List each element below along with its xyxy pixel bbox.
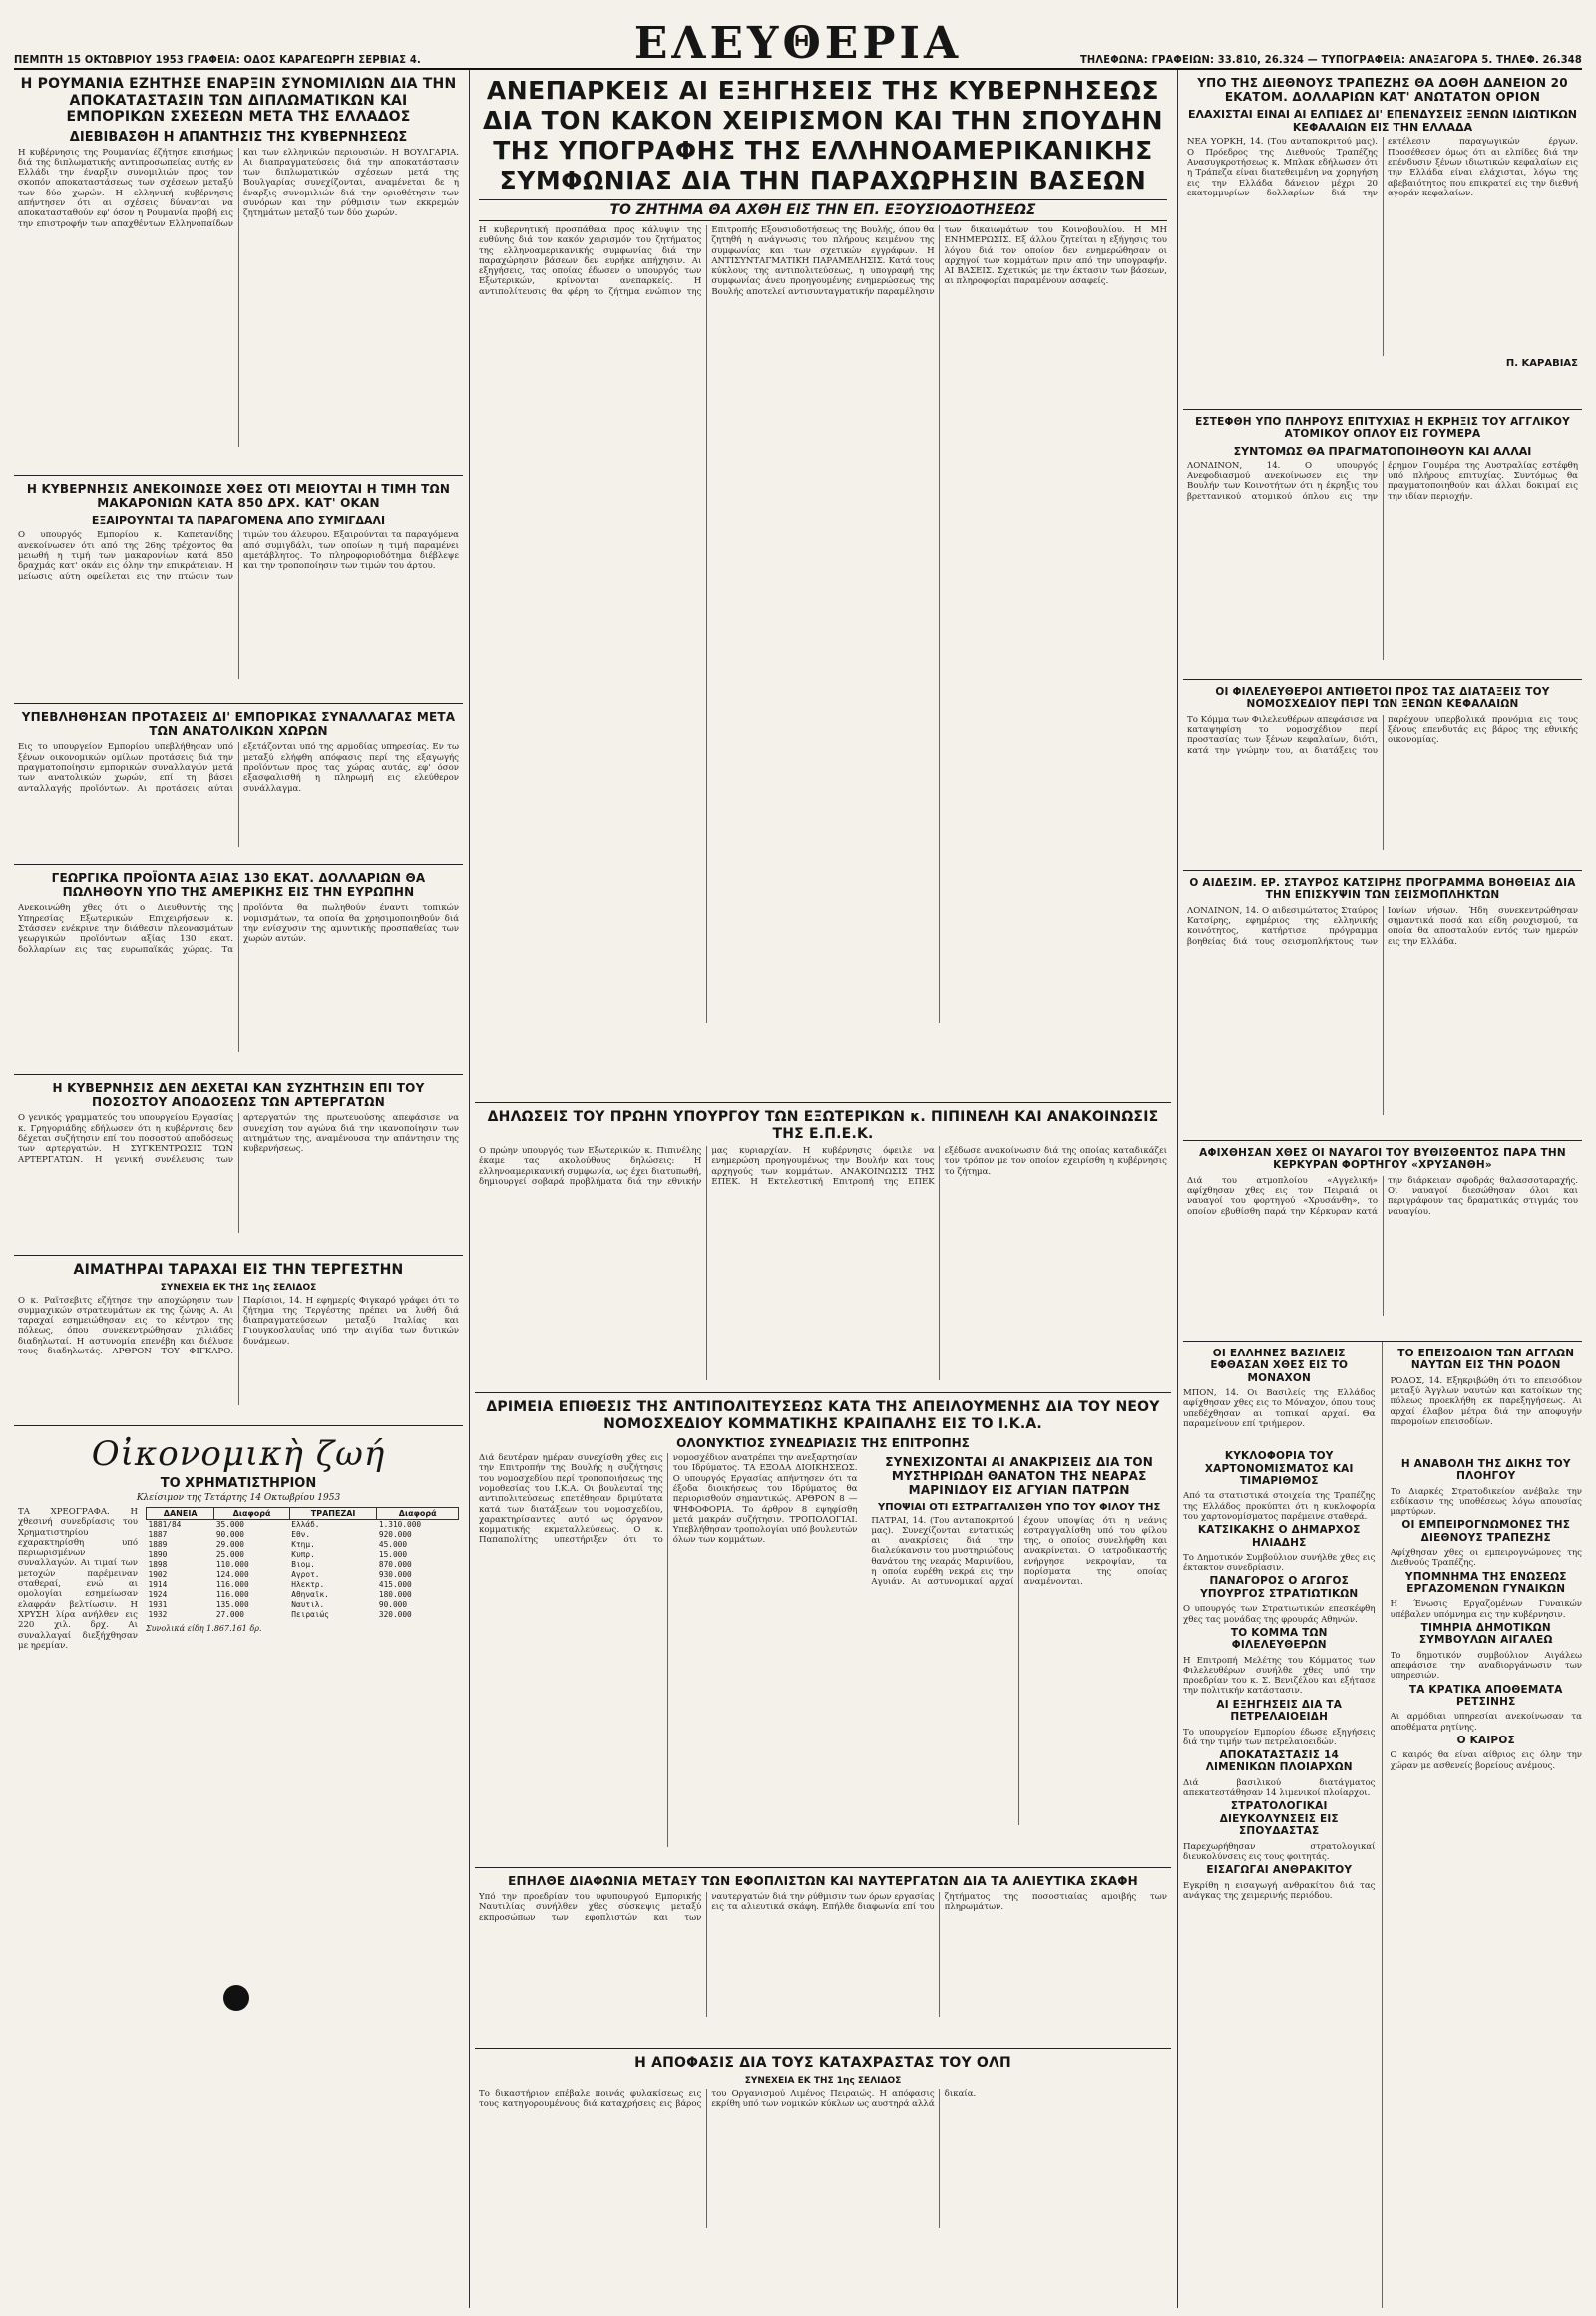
column-rule	[469, 70, 470, 2308]
brief-head: ΑΠΟΚΑΤΑΣΤΑΣΙΣ 14 ΛΙΜΕΝΙΚΩΝ ΠΛΟΙΑΡΧΩΝ	[1205, 1749, 1353, 1774]
brief-text: Παρεχωρήθησαν στρατολογικαί διευκολύνσεις εις τους φοιτητάς.	[1183, 1841, 1376, 1862]
brief-text: Το υπουργείον Εμπορίου έδωσε εξηγήσεις διά την τιμήν των πετρελαιοειδών.	[1183, 1727, 1376, 1747]
cell: 1890	[148, 1550, 168, 1559]
body-atomic: ΛΟΝΔΙΝΟΝ, 14. Ο υπουργός Ανεφοδιασμού ανεκοίνωσεν εις την Βουλήν των Κοινοτήτων ότι η έκρηξις του βρεττανικού ατομικού όπλου εις την έρημον Γουμέρα της Αυστραλίας εστέφθη υπό πλήρους επιτυχίας. Συντόμως θα πραγματοποιηθούν και άλλαι δοκιμαί εις την ιδίαν περιοχήν.	[1187, 460, 1578, 502]
headline-loan: ΥΠΟ ΤΗΣ ΔΙΕΘΝΟΥΣ ΤΡΑΠΕΖΗΣ ΘΑ ΔΟΘΗ ΔΑΝΕΙΟΝ 20 ΕΚΑΤΟΜ. ΔΟΛΛΑΡΙΩΝ ΚΑΤ' ΑΝΩΤΑΤΟΝ ΟΡΙΟΝ	[1197, 76, 1568, 105]
body-trade: Εις το υπουργείον Εμπορίου υπεβλήθησαν υπό ξένων οικονομικών ομίλων προτάσεις διά την πραγματοποίησιν εμπορικών συναλλαγών μετά των ανατολικών χωρών, επί τη βάσει ανταλλαγής προϊόντων. Αι προτάσεις αύται εξετάζονται υπό της αρμοδίας υπηρεσίας. Εν τω μεταξύ ελήφθη απόφασις περί της εξαγωγής προϊόντων προς τας χώρας αυτάς, εφ' όσον εξασφαλισθή η πληρωμή εις ελεύθερον συνάλλαγμα.	[18, 742, 459, 794]
stock-exchange-title: ΤΟ ΧΡΗΜΑΤΙΣΤΗΡΙΟΝ	[160, 1476, 317, 1491]
headline-trade: ΥΠΕΒΛΗΘΗΣΑΝ ΠΡΟΤΑΣΕΙΣ ΔΙ' ΕΜΠΟΡΙΚΑΣ ΣΥΝΑΛΛΑΓΑΣ ΜΕΤΑ ΤΩΝ ΑΝΑΤΟΛΙΚΩΝ ΧΩΡΩΝ	[21, 710, 456, 739]
weather-head: Ο ΚΑΙΡΟΣ	[1456, 1735, 1515, 1747]
ink-stain	[223, 1985, 249, 2011]
headline-pipinelis: ΔΗΛΩΣΕΙΣ ΤΟΥ ΠΡΩΗΝ ΥΠΟΥΡΓΟΥ ΤΩΝ ΕΞΩΤΕΡΙΚΩΝ κ. ΠΙΠΙΝΕΛΗ ΚΑΙ ΑΝΑΚΟΙΝΩΣΙΣ ΤΗΣ Ε.Π.Ε.Κ.	[487, 1109, 1159, 1142]
article-macaroni	[14, 476, 463, 704]
cell: 920.000	[378, 1530, 412, 1539]
headline-ika: ΔΡΙΜΕΙΑ ΕΠΙΘΕΣΙΣ ΤΗΣ ΑΝΤΙΠΟΛΙΤΕΥΣΕΩΣ ΚΑΤΑ ΤΗΣ ΑΠΕΙΛΟΥΜΕΝΗΣ ΔΙΑ ΤΟΥ ΝΕΟΥ ΝΟΜΟΣΧΕΔΙΟΥ ΚΟΜΜΑΤΙΚΗΣ ΚΡΑΙΠΑΛΗΣ ΕΙΣ ΤΟ Ι.Κ.Α.	[486, 1399, 1160, 1432]
column-center	[475, 70, 1171, 2308]
cell: 35.000	[215, 1520, 244, 1529]
body-macaroni: Ο υπουργός Εμπορίου κ. Καπετανίδης ανεκοίνωσεν ότι από της 26ης τρέχοντος θα μειωθή η τιμή των μακαρονίων κατά 850 δραχμάς κατ' οκάν εις όλην την επικράτειαν. Η μείωσις αύτη οφείλεται εις την πτώσιν των τιμών του άλευρου. Εξαιρούνται τα παραγόμενα από συμιγδάλι, των οποίων η τιμή παραμένει αμετάβλητος. Το πληροφοριοδότημα διέβλεψε και την τροποποίησιν των τιμών του άρτου.	[18, 530, 459, 581]
market-row	[147, 1550, 459, 1560]
market-header: ΔΑΝΕΙΑ	[147, 1508, 214, 1520]
headline-atomic: ΕΣΤΕΦΘΗ ΥΠΟ ΠΛΗΡΟΥΣ ΕΠΙΤΥΧΙΑΣ Η ΕΚΡΗΞΙΣ ΤΟΥ ΑΓΓΛΙΚΟΥ ΑΤΟΜΙΚΟΥ ΟΠΛΟΥ ΕΙΣ ΓΟΥΜΕΡΑ	[1195, 416, 1570, 441]
article-katsiris	[1183, 871, 1582, 1141]
article-ika	[475, 1393, 1171, 1868]
brief-text: Αφίχθησαν χθες οι εμπειρογνώμονες της Διεθνούς Τραπέζης.	[1390, 1548, 1582, 1569]
cell: 1932	[148, 1610, 168, 1619]
cell: 116.000	[215, 1590, 249, 1599]
subhead-atomic: ΣΥΝΤΟΜΩΣ ΘΑ ΠΡΑΓΜΑΤΟΠΟΙΗΘΟΥΝ ΚΑΙ ΑΛΛΑΙ	[1233, 444, 1532, 458]
body-romania: Η κυβέρνησις της Ρουμανίας έζήτησε επισήμως διά της διπλωματικής αντιπροσωπείας αυτής εν Ελλάδι την έναρξιν συνομιλιών προς τον σκοπόν αποκαταστάσεως των σχέσεων μεταξύ των δύο χωρών. Η ελληνική κυβέρνησις απήντησεν ότι αι σχέσεις δύνανται να αποκατασταθούν εφ' όσον η Ρουμανία προβή εις την επιστροφήν των απαχθέντων Ελληνοπαίδων και των ελληνικών περιουσιών. Η ΒΟΥΛΓΑΡΙΑ. Αι διαπραγματεύσεις διά την αποκατάστασιν των διπλωματικών σχέσεων μετά της Βουλγαρίας συνεχίζονται, αναμένεται δε η έναρξις συνομιλιών διά την οριοθέτησιν των συνόρων και την ρύθμισιν των εκκρεμών ζητημάτων μεταξύ των δύο χωρών.	[18, 147, 459, 229]
headline-macaroni: Η ΚΥΒΕΡΝΗΣΙΣ ΑΝΕΚΟΙΝΩΣΕ ΧΘΕΣ ΟΤΙ ΜΕΙΟΥΤΑΙ Η ΤΙΜΗ ΤΩΝ ΜΑΚΑΡΟΝΙΩΝ ΚΑΤΑ 850 ΔΡΧ. ΚΑΤ' ΟΚΑΝ	[26, 482, 451, 511]
cell: Κτημ.	[291, 1540, 315, 1549]
cell: Ελλάδ.	[291, 1520, 320, 1529]
briefs-left	[1183, 1342, 1383, 2308]
body-agriculture: Ανεκοινώθη χθες ότι ο Διευθυντής της Υπηρεσίας Εξωτερικών Επιχειρήσεων κ. Στάσσεν ενέκρινε την διάθεσιν πλεονασμάτων γεωργικών προϊόντων αξίας 130 εκατ. δολλαρίων εις τας ευρωπαϊκάς χώρας. Τα προϊόντα θα πωληθούν έναντι τοπικών νομισμάτων, τα οποία θα χρησιμοποιηθούν διά την ενίσχυσιν της αμυντικής προσπαθείας των χωρών αυτών.	[18, 903, 459, 955]
market-row	[147, 1570, 459, 1580]
newspaper-title: ΕΛΕΥΘΕΡΙΑ	[633, 18, 963, 69]
body-economy: ΤΑ ΧΡΕΟΓΡΑΦΑ. Η χθεσινή συνεδρίασις του Χρηματιστηρίου εχαρακτηρίσθη υπό περιωρισμένων συναλλαγών. Αι τιμαί των μετοχών παρέμειναν σταθεραί, ενώ αι ομολογίαι εσημείωσαν ελαφράν βελτίωσιν. Η ΧΡΥΣΗ λίρα ανήλθεν εις 220 χιλ. δρχ. Αι συναλλαγαί διεξήχθησαν με ηρεμίαν.	[18, 1507, 138, 1651]
headline-romania: Η ΡΟΥΜΑΝΙΑ ΕΖΗΤΗΣΕ ΕΝΑΡΞΙΝ ΣΥΝΟΜΙΛΙΩΝ ΔΙΑ ΤΗΝ ΑΠΟΚΑΤΑΣΤΑΣΙΝ ΤΩΝ ΔΙΠΛΩΜΑΤΙΚΩΝ ΚΑΙ ΕΜΠΟΡΙΚΩΝ ΣΧΕΣΕΩΝ ΜΕΤΑ ΤΗΣ ΕΛΛΑΔΟΣ	[20, 76, 457, 126]
headline-rhodes: ΤΟ ΕΠΕΙΣΟΔΙΟΝ ΤΩΝ ΑΓΓΛΩΝ ΝΑΥΤΩΝ ΕΙΣ ΤΗΝ ΡΟΔΟΝ	[1397, 1348, 1575, 1372]
body-fishing: Υπό την προεδρίαν του υφυπουργού Εμπορικής Ναυτιλίας συνήλθεν χθες σύσκεψις μεταξύ εκπροσώπων των εφοπλιστών και των ναυτεργατών διά την ρύθμισιν των όρων εργασίας εις τα αλιευτικά σκάφη. Επήλθε διαφωνία επί του ζητήματος της ποσοστιαίας αμοιβής των πληρωμάτων.	[479, 1892, 1167, 1923]
body-pipinelis: Ο πρώην υπουργός των Εξωτερικών κ. Πιπινέλης έκαμε τας ακολούθους δηλώσεις: Η ελληνοαμερικανική συμφωνία, ως έχει διατυπωθή, δημιουργεί σοβαρά προβλήματα διά την εθνικήν μας κυριαρχίαν. Η κυβέρνησις όφειλε να ενημερώση προηγουμένως την Βουλήν και τους αρχηγούς των κομμάτων. ΑΝΑΚΟΙΝΩΣΙΣ ΤΗΣ ΕΠΕΚ. Η Εκτελεστική Επιτροπή της ΕΠΕΚ εξέδωσε ανακοίνωσιν διά της οποίας καταδικάζει τον τρόπον με τον οποίον εχειρίσθη η κυβέρνησις το ζήτημα.	[479, 1146, 1167, 1187]
brief-head: ΤΙΜΗΡΙΑ ΔΗΜΟΤΙΚΩΝ ΣΥΜΒΟΥΛΩΝ ΑΙΓΑΛΕΩ	[1418, 1622, 1553, 1647]
market-header: Διαφορά	[214, 1508, 289, 1520]
article-fishing	[475, 1868, 1171, 2049]
headline-artisans: Η ΚΥΒΕΡΝΗΣΙΣ ΔΕΝ ΔΕΧΕΤΑΙ ΚΑΝ ΣΥΖΗΤΗΣΙΝ ΕΠΙ ΤΟΥ ΠΟΣΟΣΤΟΥ ΑΠΟΔΟΣΕΩΣ ΤΩΝ ΑΡΤΕΡΓΑΤΩΝ	[52, 1081, 425, 1110]
market-row	[147, 1600, 459, 1610]
market-total: Συνολικά είδη 1.867.161 δρ.	[146, 1624, 262, 1633]
market-row	[147, 1520, 459, 1531]
cell: Αθηναϊκ.	[291, 1590, 329, 1599]
subhead-ika: ΟΛΟΝΥΚΤΙΟΣ ΣΥΝΕΔΡΙΑΣΙΣ ΤΗΣ ΕΠΙΤΡΟΠΗΣ	[676, 1436, 970, 1451]
cell: 415.000	[378, 1580, 412, 1589]
economy-title: Οἰκονομικὴ ζωή	[91, 1434, 386, 1474]
body-loan: ΝΕΑ ΥΟΡΚΗ, 14. (Του ανταποκριτού μας). Ο Πρόεδρος της Διεθνούς Τραπέζης Ανασυγκροτήσεως κ. Μπλακ εδήλωσεν ότι η Τράπεζα είναι διατεθειμένη να χορηγήση εις την Ελλάδα δάνειον μέχρι 20 εκατομμυρίων δολλαρίων διά την εκτέλεσιν παραγωγικών έργων. Προσέθεσεν όμως ότι αι ελπίδες διά την επένδυσιν ξένων ιδιωτικών κεφαλαίων εις την Ελλάδα είναι ελάχισται, λόγω της αβεβαιότητος που επικρατεί εις την διεθνή αγοράν κεφαλαίων.	[1187, 137, 1578, 198]
subhead-murder: ΥΠΟΨΙΑΙ ΟΤΙ ΕΣΤΡΑΓΓΑΛΙΣΘΗ ΥΠΟ ΤΟΥ ΦΙΛΟΥ ΤΗΣ	[877, 1501, 1161, 1513]
headline-royals: ΟΙ ΕΛΛΗΝΕΣ ΒΑΣΙΛΕΙΣ ΕΦΘΑΣΑΝ ΧΘΕΣ ΕΙΣ ΤΟ ΜΟΝΑΧΟΝ	[1210, 1348, 1349, 1384]
cell: 90.000	[215, 1530, 244, 1539]
brief-head: ΑΙ ΕΞΗΓΗΣΕΙΣ ΔΙΑ ΤΑ ΠΕΤΡΕΛΑΙΟΕΙΔΗ	[1216, 1698, 1343, 1724]
headline-trieste: ΑΙΜΑΤΗΡΑΙ ΤΑΡΑΧΑΙ ΕΙΣ ΤΗΝ ΤΕΡΓΕΣΤΗΝ	[73, 1262, 404, 1278]
brief-text: Διά βασιλικού διατάγματος απεκατεστάθησαν 14 λιμενικοί πλοίαρχοι.	[1183, 1777, 1376, 1799]
article-agriculture	[14, 865, 463, 1075]
stock-exchange-date: Κλείσιμον της Τετάρτης 14 Οκτωβρίου 1953	[136, 1493, 341, 1503]
article-liberals	[1183, 680, 1582, 871]
cell: 90.000	[378, 1600, 408, 1609]
cell: Ναυτιλ.	[291, 1600, 325, 1609]
article-olp	[475, 2049, 1171, 2258]
headline-agriculture: ΓΕΩΡΓΙΚΑ ΠΡΟΪΟΝΤΑ ΑΞΙΑΣ 130 ΕΚΑΤ. ΔΟΛΛΑΡΙΩΝ ΘΑ ΠΩΛΗΘΟΥΝ ΥΠΟ ΤΗΣ ΑΜΕΡΙΚΗΣ ΕΙΣ ΤΗΝ ΕΥΡΩΠΗΝ	[51, 871, 426, 900]
brief-text: Ο υπουργός των Στρατιωτικών επεσκέφθη χθες τας μονάδας της φρουράς Αθηνών.	[1183, 1604, 1376, 1625]
cell: 1.310.000	[378, 1520, 422, 1529]
market-row	[147, 1610, 459, 1620]
body-bases: Η κυβερνητική προσπάθεια προς κάλυψιν της ευθύνης διά τον κακόν χειρισμόν του ζητήματος της ελληνοαμερικανικής συμφωνίας διά την παραχώρησιν βάσεων δεν ευρήκε απήχησιν. Αι εξηγήσεις, τας οποίας έδωσεν ο υπουργός των Εξωτερικών, κρίνονται ανεπαρκείς. Η αντιπολίτευσις θα φέρη το ζήτημα ενώπιον της Επιτροπής Εξουσιοδοτήσεως της Βουλής, όπου θα ζητηθή η ανάγνωσις του πλήρους κειμένου της συμφωνίας και των σχετικών εγγράφων. Η ΑΝΤΙΣΥΝΤΑΓΜΑΤΙΚΗ ΠΑΡΑΜΕΛΗΣΙΣ. Κατά τους κύκλους της αντιπολιτεύσεως, η υπογραφή της συμφωνίας άνευ προηγουμένης ενημερώσεως της Βουλής αποτελεί αντισυνταγματικήν παραμέλησιν των δικαιωμάτων του Κοινοβουλίου. Η ΜΗ ΕΝΗΜΕΡΩΣΙΣ. Εξ άλλου ζητείται η εξήγησις του λόγου διά τον οποίον δεν ενημερώθησαν οι αρχηγοί των κομμάτων πριν από την υπογραφήν. ΑΙ ΒΑΣΕΙΣ. Σχετικώς με την έκτασιν των βάσεων, αι πληροφορίαι παραμένουν ασαφείς.	[479, 225, 1167, 297]
brief-text: Το Διαρκές Στρατοδικείον ανέβαλε την εκδίκασιν της υποθέσεως λόγω απουσίας μαρτύρων.	[1390, 1486, 1582, 1518]
body-rhodes: ΡΟΔΟΣ, 14. Εξηκριβώθη ότι το επεισόδιον μεταξύ Άγγλων ναυτών και κατοίκων της πόλεως προεκλήθη εκ παρεξηγήσεως. Αι αρχαί έλαβον μέτρα διά την αποφυγήν παρομοίων επεισοδίων.	[1390, 1375, 1582, 1427]
weather-text: Ο καιρός θα είναι αίθριος εις όλην την χώραν με ασθενείς βορείους ανέμους.	[1390, 1750, 1582, 1771]
cell: Πειραιώς	[291, 1610, 329, 1619]
brief-text: Το Δημοτικόν Συμβούλιον συνήλθε χθες εις έκτακτον συνεδρίασιν.	[1183, 1552, 1376, 1574]
masthead-phones: ΤΗΛΕΦΩΝΑ: ΓΡΑΦΕΙΩΝ: 33.810, 26.324 — ΤΥΠΟΓΡΑΦΕΙΑ: ΑΝΑΞΑΓΟΡΑ 5. ΤΗΛΕΦ. 26.348	[1079, 53, 1582, 66]
column-right	[1183, 70, 1582, 2308]
headline-katsiris: Ο ΑΙΔΕΣΙΜ. ΕΡ. ΣΤΑΥΡΟΣ ΚΑΤΣΙΡΗΣ ΠΡΟΓΡΑΜΜΑ ΒΟΗΘΕΙΑΣ ΔΙΑ ΤΗΝ ΕΠΙΣΚΥΨΙΝ ΤΩΝ ΣΕΙΣΜΟΠΛΗΚΤΩΝ	[1189, 877, 1576, 902]
cell: 27.000	[215, 1610, 244, 1619]
article-world-bank-loan	[1183, 70, 1582, 410]
market-row	[147, 1590, 459, 1600]
body-murder: ΠΑΤΡΑΙ, 14. (Του ανταποκριτού μας). Συνεχίζονται εντατικώς αι ανακρίσεις διά την διαλεύκανσιν του μυστηριώδους θανάτου της νεαράς Μαρινίδου, η οποία ευρέθη νεκρά εις την Αγυιάν. Αι αστυνομικαί αρχαί έχουν υποψίας ότι η νεάνις εστραγγαλίσθη υπό του φίλου της, ο οποίος συνελήφθη και ανακρίνεται. Ο ιατροδικαστής ενήργησε νεκροψίαν, τα πορίσματα της οποίας αναμένονται.	[871, 1515, 1167, 1588]
brief-head: ΚΑΤΣΙΚΑΚΗΣ Ο ΔΗΜΑΡΧΟΣ ΗΛΙΑΔΗΣ	[1197, 1524, 1361, 1549]
cell: 1924	[148, 1590, 168, 1599]
brief-text: Αι αρμόδιαι υπηρεσίαι ανεκοίνωσαν τα αποθέματα ρητίνης.	[1390, 1712, 1582, 1733]
cell: 29.000	[215, 1540, 244, 1549]
headline-filelef: ΤΟ ΚΟΜΜΑ ΤΩΝ ΦΙΛΕΛΕΥΘΕΡΩΝ	[1230, 1626, 1328, 1652]
brief-text: Η Ένωσις Εργαζομένων Γυναικών υπέβαλεν υπόμνημα εις την κυβέρνησιν.	[1390, 1599, 1582, 1620]
cell: 930.000	[378, 1570, 412, 1579]
cell: 1902	[148, 1570, 168, 1579]
body-royals: ΜΠΟΝ, 14. Οι Βασιλείς της Ελλάδος αφίχθησαν χθες εις το Μόναχον, όπου τους υπεδέχθησαν αι τοπικαί αρχαί. Θα παραμείνουν επί τριήμερον.	[1183, 1388, 1376, 1430]
headline-bases: ΑΝΕΠΑΡΚΕΙΣ ΑΙ ΕΞΗΓΗΣΕΙΣ ΤΗΣ ΚΥΒΕΡΝΗΣΕΩΣ ΔΙΑ ΤΟΝ ΚΑΚΟΝ ΧΕΙΡΙΣΜΟΝ ΚΑΙ ΤΗΝ ΣΠΟΥΔΗΝ ΤΗΣ ΥΠΟΓΡΑΦΗΣ ΤΗΣ ΕΛΛΗΝΟΑΜΕΡΙΚΑΝΙΚΗΣ ΣΥΜΦΩΝΙΑΣ ΔΙΑ ΤΗΝ ΠΑΡΑΧΩΡΗΣΙΝ ΒΑΣΕΩΝ	[482, 76, 1164, 194]
briefs-area	[1183, 1342, 1582, 2308]
cell: 1898	[148, 1560, 168, 1569]
brief-head: ΣΤΡΑΤΟΛΟΓΙΚΑΙ ΔΙΕΥΚΟΛΥΝΣΕΙΣ ΕΙΣ ΣΠΟΥΔΑΣΤΑΣ	[1219, 1800, 1339, 1838]
cell: Κυπρ.	[291, 1550, 315, 1559]
subhead-loan: ΕΛΑΧΙΣΤΑΙ ΕΙΝΑΙ ΑΙ ΕΛΠΙΔΕΣ ΔΙ' ΕΠΕΝΔΥΣΕΙΣ ΞΕΝΩΝ ΙΔΙΩΤΙΚΩΝ ΚΕΦΑΛΑΙΩΝ ΕΙΣ ΤΗΝ ΕΛΛΑΔΑ	[1188, 108, 1577, 135]
cell: 1887	[148, 1530, 168, 1539]
market-header: Διαφορά	[377, 1508, 459, 1520]
article-shipwreck	[1183, 1141, 1582, 1342]
market-header: ΤΡΑΠΕΖΑΙ	[289, 1508, 377, 1520]
market-row	[147, 1560, 459, 1570]
masthead	[14, 6, 1582, 70]
cell: 1881/84	[148, 1520, 182, 1529]
page-columns	[14, 70, 1582, 2308]
body-olp: Το δικαστήριον επέβαλε ποινάς φυλακίσεως εις τους κατηγορουμένους διά καταχρήσεις εις βάρος του Οργανισμού Λιμένος Πειραιώς. Η απόφασις εκρίθη υπό των νομικών κύκλων ως αυστηρά αλλά δικαία.	[479, 2088, 977, 2109]
cell: 870.000	[378, 1560, 412, 1569]
market-row	[147, 1530, 459, 1540]
article-pipinelis	[475, 1103, 1171, 1393]
subhead-romania: ΔΙΕΒΙΒΑΣΘΗ Η ΑΠΑΝΤΗΣΙΣ ΤΗΣ ΚΥΒΕΡΝΗΣΕΩΣ	[69, 129, 408, 145]
brief-head: ΠΑΝΑΓΟΡΟΣ Ο ΑΓΩΓΟΣ ΥΠΟΥΡΓΟΣ ΣΤΡΑΤΙΩΤΙΚΩΝ	[1200, 1575, 1359, 1600]
cell: 25.000	[215, 1550, 244, 1559]
cell: Αγροτ.	[291, 1570, 320, 1579]
continued-olp: ΣΥΝΕΧΕΙΑ ΕΚ ΤΗΣ 1ης ΣΕΛΙΔΟΣ	[744, 2075, 902, 2086]
brief-head: ΕΙΣΑΓΩΓΑΙ ΑΝΘΡΑΚΙΤΟΥ	[1206, 1864, 1353, 1877]
body-katsiris: ΛΟΝΔΙΝΟΝ, 14. Ο αιδεσιμώτατος Σταύρος Κατσίρης, εφημέριος της ελληνικής κοινότητος, κατήρτισε πρόγραμμα βοηθείας διά τους σεισμοπλήκτους των Ιονίων νήσων. Ήδη συνεκεντρώθησαν σημαντικά ποσά και είδη ρουχισμού, τα οποία θα αποσταλούν εντός των ημερών εις την Ελλάδα.	[1187, 905, 1578, 947]
subhead-bases: ΤΟ ΖΗΤΗΜΑ ΘΑ ΑΧΘΗ ΕΙΣ ΤΗΝ ΕΠ. ΕΞΟΥΣΙΟΔΟΤΗΣΕΩΣ	[479, 199, 1167, 221]
body-artisans: Ο γενικός γραμματεύς του υπουργείου Εργασίας κ. Γρηγοριάδης εδήλωσεν ότι η κυβέρνησις δεν δέχεται συζήτησιν επί του ποσοστού αποδόσεως των αρτεργατών. Η ΣΥΓΚΕΝΤΡΩΣΙΣ ΤΩΝ ΑΡΤΕΡΓΑΤΩΝ. Η γενική συνέλευσις των αρτεργατών της πρωτευούσης απεφάσισε να συνεχίση τον αγώνα διά την ικανοποίησιν των αιτημάτων της, αναμένουσα την απάντησιν της κυβερνήσεως.	[18, 1113, 459, 1165]
brief-head: ΚΥΚΛΟΦΟΡΙΑ ΤΟΥ ΧΑΡΤΟΝΟΜΙΣΜΑΤΟΣ ΚΑΙ ΤΙΜΑΡΙΘΜΟΣ	[1204, 1450, 1354, 1487]
article-trade	[14, 704, 463, 865]
headline-olp: Η ΑΠΟΦΑΣΙΣ ΔΙΑ ΤΟΥΣ ΚΑΤΑΧΡΑΣΤΑΣ ΤΟΥ ΟΛΠ	[634, 2055, 1011, 2071]
briefs-right	[1391, 1342, 1583, 2308]
body-ika: Διά δευτέραν ημέραν συνεχίσθη χθες εις την Επιτροπήν της Βουλής η συζήτησις του νομοσχεδίου περί τροποποιήσεως της νομοθεσίας του Ι.Κ.Α. Οι βουλευταί της αντιπολιτεύσεως επετέθησαν δριμύτατα κατά των διατάξεων του νομοσχεδίου, χαρακτηρίσαντες αυτό ως όργανον κομματικής εκμεταλλεύσεως. Ο κ. Παπαπολίτης υπεστήριξεν ότι το νομοσχέδιον ανατρέπει την ανεξαρτησίαν του Ιδρύματος. ΤΑ ΕΞΟΔΑ ΔΙΟΙΚΗΣΕΩΣ. Ο υπουργός Εργασίας απήντησεν ότι τα έξοδα διοικήσεως του Ιδρύματος θα περιορισθούν σημαντικώς. ΑΡΘΡΟΝ 8 — ΨΗΦΟΦΟΡΙΑ. Το άρθρον 8 εψηφίσθη μετά μακράν συζήτησιν. ΤΡΟΠΟΛΟΓΙΑΙ. Υπεβλήθησαν τροπολογίαι υπό βουλευτών όλων των κομμάτων.	[479, 1453, 858, 1546]
headline-shipwreck: ΑΦΙΧΘΗΣΑΝ ΧΘΕΣ ΟΙ ΝΑΥΑΓΟΙ ΤΟΥ ΒΥΘΙΣΘΕΝΤΟΣ ΠΑΡΑ ΤΗΝ ΚΕΡΚΥΡΑΝ ΦΟΡΤΗΓΟΥ «ΧΡΥΣΑΝΘΗ»	[1199, 1147, 1566, 1172]
article-artisans	[14, 1075, 463, 1256]
brief-text: Από τα στατιστικά στοιχεία της Τραπέζης της Ελλάδος προκύπτει ότι η κυκλοφορία του χαρτονομίσματος παρέμεινε σταθερά.	[1183, 1491, 1376, 1522]
brief-text: Το δημοτικόν συμβούλιον Αιγάλεω απεφάσισε την αναδιοργάνωσιν των υπηρεσιών.	[1390, 1650, 1582, 1682]
body-shipwreck: Διά του ατμοπλοίου «Αγγελική» αφίχθησαν χθες εις τον Πειραιά οι ναυαγοί του φορτηγού «Χρυσάνθη», το οποίον εβυθίσθη παρά την Κέρκυραν κατά την διάρκειαν σφοδράς θαλασσοταραχής. Οι ναυαγοί διεσώθησαν όλοι και περιγράφουν τας δραματικάς στιγμάς του ναυαγίου.	[1187, 1175, 1578, 1217]
brief-head: ΤΑ ΚΡΑΤΙΚΑ ΑΠΟΘΕΜΑΤΑ ΡΕΤΣΙΝΗΣ	[1408, 1683, 1563, 1709]
market-table	[146, 1507, 459, 1620]
masthead-date-address: ΠΕΜΠΤΗ 15 ΟΚΤΩΒΡΙΟΥ 1953 ΓΡΑΦΕΙΑ: ΟΔΟΣ ΚΑΡΑΓΕΩΡΓΗ ΣΕΡΒΙΑΣ 4.	[14, 53, 421, 66]
byline-loan: Π. ΚΑΡΑΒΙΑΣ	[1505, 358, 1578, 370]
cell: 116.000	[215, 1580, 249, 1589]
market-row	[147, 1580, 459, 1590]
cell: Βιομ.	[291, 1560, 315, 1569]
body-trieste: Ο κ. Ραΐτσεβιτς εζήτησε την αποχώρησιν των συμμαχικών στρατευμάτων εκ της ζώνης Α. Αι ταραχαί εσημειώθησαν εις το κέντρον της πόλεως, όπου συνεκεντρώθησαν χιλιάδες διαδηλωταί. Η αστυνομία επενέβη και διέλυσε τους διαδηλωτάς. ΑΡΘΡΟΝ ΤΟΥ ΦΙΓΚΑΡΟ. Παρίσιοι, 14. Η εφημερίς Φιγκαρό γράφει ότι το ζήτημα της Τεργέστης πρέπει να λυθή διά διαπραγματεύσεων μεταξύ Ιταλίας και Γιουγκοσλαυΐας υπό την αιγίδα των δυτικών δυνάμεων.	[18, 1295, 459, 1356]
column-rule	[1177, 70, 1178, 2308]
cell: 1914	[148, 1580, 168, 1589]
cell: 110.000	[215, 1560, 249, 1569]
subhead-macaroni: ΕΞΑΙΡΟΥΝΤΑΙ ΤΑ ΠΑΡΑΓΟΜΕΝΑ ΑΠΟ ΣΥΜΙΓΔΑΛΙ	[91, 514, 386, 528]
article-romania	[14, 70, 463, 476]
cell: Εθν.	[291, 1530, 311, 1539]
article-bases-agreement	[475, 70, 1171, 1103]
cell: 180.000	[378, 1590, 412, 1599]
continued-trieste: ΣΥΝΕΧΕΙΑ ΕΚ ΤΗΣ 1ης ΣΕΛΙΔΟΣ	[160, 1282, 317, 1293]
cell: 45.000	[378, 1540, 408, 1549]
article-trieste-riots	[14, 1256, 463, 1426]
column-left	[14, 70, 463, 2308]
headline-murder: ΣΥΝΕΧΙΖΟΝΤΑΙ ΑΙ ΑΝΑΚΡΙΣΕΙΣ ΔΙΑ ΤΟΝ ΜΥΣΤΗΡΙΩΔΗ ΘΑΝΑΤΟΝ ΤΗΣ ΝΕΑΡΑΣ ΜΑΡΙΝΙΔΟΥ ΕΙΣ ΑΓΥΙΑΝ ΠΑΤΡΩΝ	[885, 1455, 1153, 1498]
brief-text: Εγκρίθη η εισαγωγή ανθρακίτου διά τας ανάγκας της χειμερινής περιόδου.	[1183, 1880, 1376, 1901]
body-filelef: Η Επιτροπή Μελέτης του Κόμματος των Φιλελευθέρων συνήλθε χθες υπό την προεδρίαν του κ. Σ. Βενιζέλου και εξήτασε την πολιτικήν κατάστασιν.	[1183, 1655, 1376, 1697]
article-atomic-test	[1183, 410, 1582, 680]
headline-liberals: ΟΙ ΦΙΛΕΛΕΥΘΕΡΟΙ ΑΝΤΙΘΕΤΟΙ ΠΡΟΣ ΤΑΣ ΔΙΑΤΑΞΕΙΣ ΤΟΥ ΝΟΜΟΣΧΕΔΙΟΥ ΠΕΡΙ ΤΩΝ ΞΕΝΩΝ ΚΕΦΑΛΑΙΩΝ	[1215, 686, 1550, 711]
cell: 15.000	[378, 1550, 408, 1559]
cell: 1931	[148, 1600, 168, 1609]
section-economy	[14, 1426, 463, 2055]
brief-head: ΟΙ ΕΜΠΕΙΡΟΓΝΩΜΟΝΕΣ ΤΗΣ ΔΙΕΘΝΟΥΣ ΤΡΑΠΕΖΗΣ	[1401, 1519, 1571, 1544]
cell: Ηλεκτρ.	[291, 1580, 325, 1589]
cell: 124.000	[215, 1570, 249, 1579]
cell: 1889	[148, 1540, 168, 1549]
brief-head: ΥΠΟΜΝΗΜΑ ΤΗΣ ΕΝΩΣΕΩΣ ΕΡΓΑΖΟΜΕΝΩΝ ΓΥΝΑΙΚΩΝ	[1404, 1570, 1567, 1596]
brief-head: Η ΑΝΑΒΟΛΗ ΤΗΣ ΔΙΚΗΣ ΤΟΥ ΠΛΟΗΓΟΥ	[1400, 1457, 1571, 1483]
cell: 320.000	[378, 1610, 412, 1619]
market-row	[147, 1540, 459, 1550]
headline-fishing: ΕΠΗΛΘΕ ΔΙΑΦΩΝΙΑ ΜΕΤΑΞΥ ΤΩΝ ΕΦΟΠΛΙΣΤΩΝ ΚΑΙ ΝΑΥΤΕΡΓΑΤΩΝ ΔΙΑ ΤΑ ΑΛΙΕΥΤΙΚΑ ΣΚΑΦΗ	[508, 1874, 1138, 1888]
body-liberals: Το Κόμμα των Φιλελευθέρων απεφάσισε να καταψηφίση το νομοσχέδιον περί προστασίας των ξένων κεφαλαίων, διότι, κατά την γνώμην του, αι διατάξεις του παρέχουν υπερβολικά προνόμια εις τους ξένους επενδυτάς εις βάρος της εθνικής οικονομίας.	[1187, 714, 1578, 756]
cell: 135.000	[215, 1600, 249, 1609]
